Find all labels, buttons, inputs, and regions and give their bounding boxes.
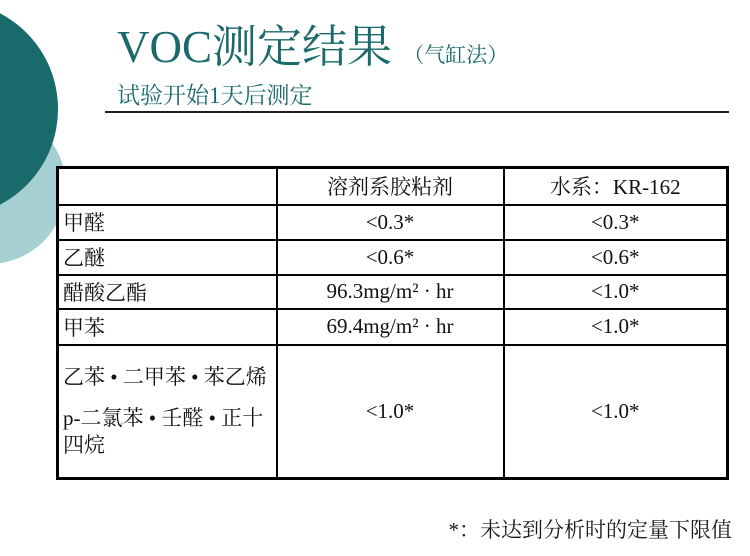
footnote: *：未达到分析时的定量下限值 [448, 518, 732, 542]
table-header-row [58, 168, 728, 205]
row-label: 乙醚 [58, 240, 277, 275]
value-cell-solvent: <1.0* [277, 345, 504, 479]
slide-subtitle: 试验开始1天后测定 [117, 82, 313, 108]
title-underline [105, 111, 729, 113]
title-method-label: （气缸法） [403, 43, 509, 67]
table-row [58, 275, 728, 309]
value-cell-water: <1.0* [504, 345, 728, 479]
column-header-solvent: 溶剂系胶粘剂 [277, 168, 504, 205]
value-cell-solvent: <0.6* [277, 240, 504, 275]
value-cell-water: <1.0* [504, 309, 728, 345]
table-row [58, 309, 728, 345]
row-label-multi [58, 345, 277, 479]
value-cell-solvent: 69.4mg/m² · hr [277, 309, 504, 345]
value-cell-water: <0.6* [504, 240, 728, 275]
title-text: VOC测定结果 [117, 22, 393, 72]
voc-results-table [56, 166, 729, 480]
value-cell-water: <0.3* [504, 205, 728, 240]
page-title [117, 22, 508, 74]
row-label-line2: p-二氯苯 • 壬醛 • 正十四烷 [63, 405, 264, 457]
table-row [58, 240, 728, 275]
row-header-empty [58, 168, 277, 205]
table-row [58, 345, 728, 479]
row-label: 甲苯 [58, 309, 277, 345]
row-label-line1: 乙苯 • 二甲苯 • 苯乙烯 [63, 364, 267, 389]
value-cell-solvent: <0.3* [277, 205, 504, 240]
slide-header [117, 22, 508, 110]
row-label: 甲醛 [58, 205, 277, 240]
row-label: 醋酸乙酯 [58, 275, 277, 309]
value-cell-solvent: 96.3mg/m² · hr [277, 275, 504, 309]
column-header-water: 水系：KR-162 [504, 168, 728, 205]
table-row [58, 205, 728, 240]
value-cell-water: <1.0* [504, 275, 728, 309]
